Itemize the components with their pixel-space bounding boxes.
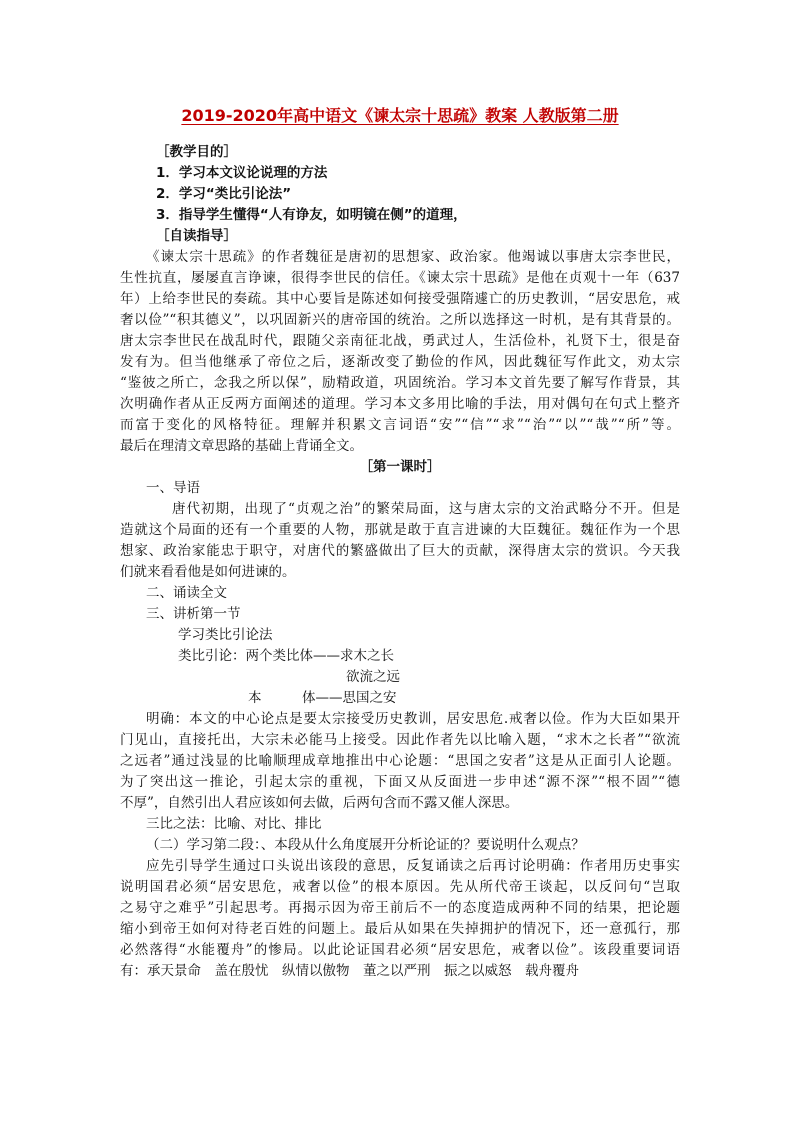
analogy-line: 欲流之远 [346,669,400,685]
lesson-heading: ［第一课时］ [359,459,441,475]
paragraph-line: 必然落得“水能覆舟”的惨局。以此论证国君必须“居安思危，戒奢以俭”。该段重要词语 [120,942,680,958]
paragraph-line: 奢以俭”“积其德义”，以巩固新兴的唐帝国的统治。之所以选择这一时机，是有其背景的。 [120,312,680,328]
objective-item: 1．学习本文议论说理的方法 [156,165,328,181]
paragraph-line: 唐代初期，出现了“贞观之治”的繁荣局面，这与唐太宗的文治武略分不开。但是 [172,501,680,517]
analogy-line: 类比引论：两个类比体——求木之长 [178,648,394,664]
self-reading-heading: ［自读指导］ [156,228,237,244]
paragraph-line: 最后在理清文章思路的基础上背诵全文。 [120,438,363,454]
paragraph-line: 次明确作者从正反两方面阐述的道理。学习本文多用比喻的手法，用对偶句在句式上整齐 [120,396,680,412]
paragraph-line: 应先引导学生通过口头说出该段的意思，反复诵读之后再讨论明确：作者用历史事实 [146,858,680,874]
paragraph-line: 年）上给李世民的奏疏。其中心要旨是陈述如何接受强隋遽亡的历史教训，“居安思危，戒 [120,291,680,307]
paragraph-line: 不厚”，自然引出人君应该如何去做，后两句含而不露又催人深思。 [120,795,519,811]
paragraph-line: 造就这个局面的还有一个重要的人物，那就是敢于直言进谏的大臣魏征。魏征作为一个思 [120,522,680,538]
paragraph-line: 明确：本文的中心论点是要太宗接受历史教训，居安思危.戒奢以俭。作为大臣如果开 [146,711,680,727]
paragraph-line: 缩小到帝王如何对待老百姓的问题上。最后从如果在失掉拥护的情况下，还一意孤行，那 [120,921,680,937]
objectives-heading: ［教学目的］ [156,144,237,160]
paragraph-line: 想家、政治家能忠于职守，对唐代的繁盛做出了巨大的贡献，深得唐太宗的赏识。今天我 [120,543,680,559]
objective-item: 3．指导学生懂得“人有诤友，如明镜在侧”的道理， [156,207,467,223]
paragraph-line: 生性抗直，屡屡直言诤谏，很得李世民的信任。《谏太宗十思疏》是他在贞观十一年（637 [120,270,680,286]
paragraph-line: 而富于变化的风格特征。理解并积累文言词语“安”“信”“求”“治”“以”“哉”“所”等。 [120,417,680,433]
paragraph-line: “鉴彼之所亡，念我之所以保”，励精政道，巩固统治。学习本文首先要了解写作背景，其 [120,375,680,391]
paragraph-line: 发有为。但当他继承了帝位之后，逐渐改变了勤俭的作风，因此魏征写作此文，劝太宗 [120,354,680,370]
paragraph-line: 之远者”通过浅显的比喻顺理成章地推出中心论题：“思国之安者”这是从正面引人论题。 [120,753,680,769]
section-heading: 一、导语 [146,480,200,496]
document-title: 2019-2020年高中语文《谏太宗十思疏》教案 人教版第二册 [181,106,619,125]
paragraph-line: 门见山，直接托出，大宗未必能马上接受。因此作者先以比喻入题，“求木之长者”“欲流 [120,732,680,748]
objective-item: 2．学习“类比引论法” [156,186,292,202]
method-line: 学习类比引论法 [178,627,273,643]
paragraph-line: 《谏太宗十思疏》的作者魏征是唐初的思想家、政治家。他竭诚以事唐太宗李世民， [146,249,680,265]
paragraph-line: 为了突出这一推论，引起太宗的重视，下面又从反面进一步申述“源不深”“根不固”“德 [120,774,680,790]
paragraph-line: 说明国君必须“居安思危，戒奢以俭”的根本原因。先从所代帝王谈起，以反问句“岂取 [120,879,680,895]
section-heading: 二、诵读全文 [146,585,227,601]
analogy-line: 本 体——思国之安 [248,690,397,706]
section-heading: （二）学习第二段：、本段从什么角度展开分析论证的？要说明什么观点？ [146,837,585,853]
section-heading: 三、讲析第一节 [146,606,241,622]
paragraph-line: 唐太宗李世民在战乱时代，跟随父亲南征北战，勇武过人，生活俭朴，礼贤下士，很是奋 [120,333,680,349]
paragraph-line: 们就来看看他是如何进谏的。 [120,564,296,580]
paragraph-line: 有：承天景命 盖在殷忧 纵情以傲物 董之以严刑 振之以威怒 载舟覆舟 [120,963,579,979]
paragraph-line: 之易守之难乎”引起思考。再揭示因为帝王前后不一的态度造成两种不同的结果，把论题 [120,900,680,916]
section-heading: 三比之法：比喻、对比、排比 [146,816,322,832]
